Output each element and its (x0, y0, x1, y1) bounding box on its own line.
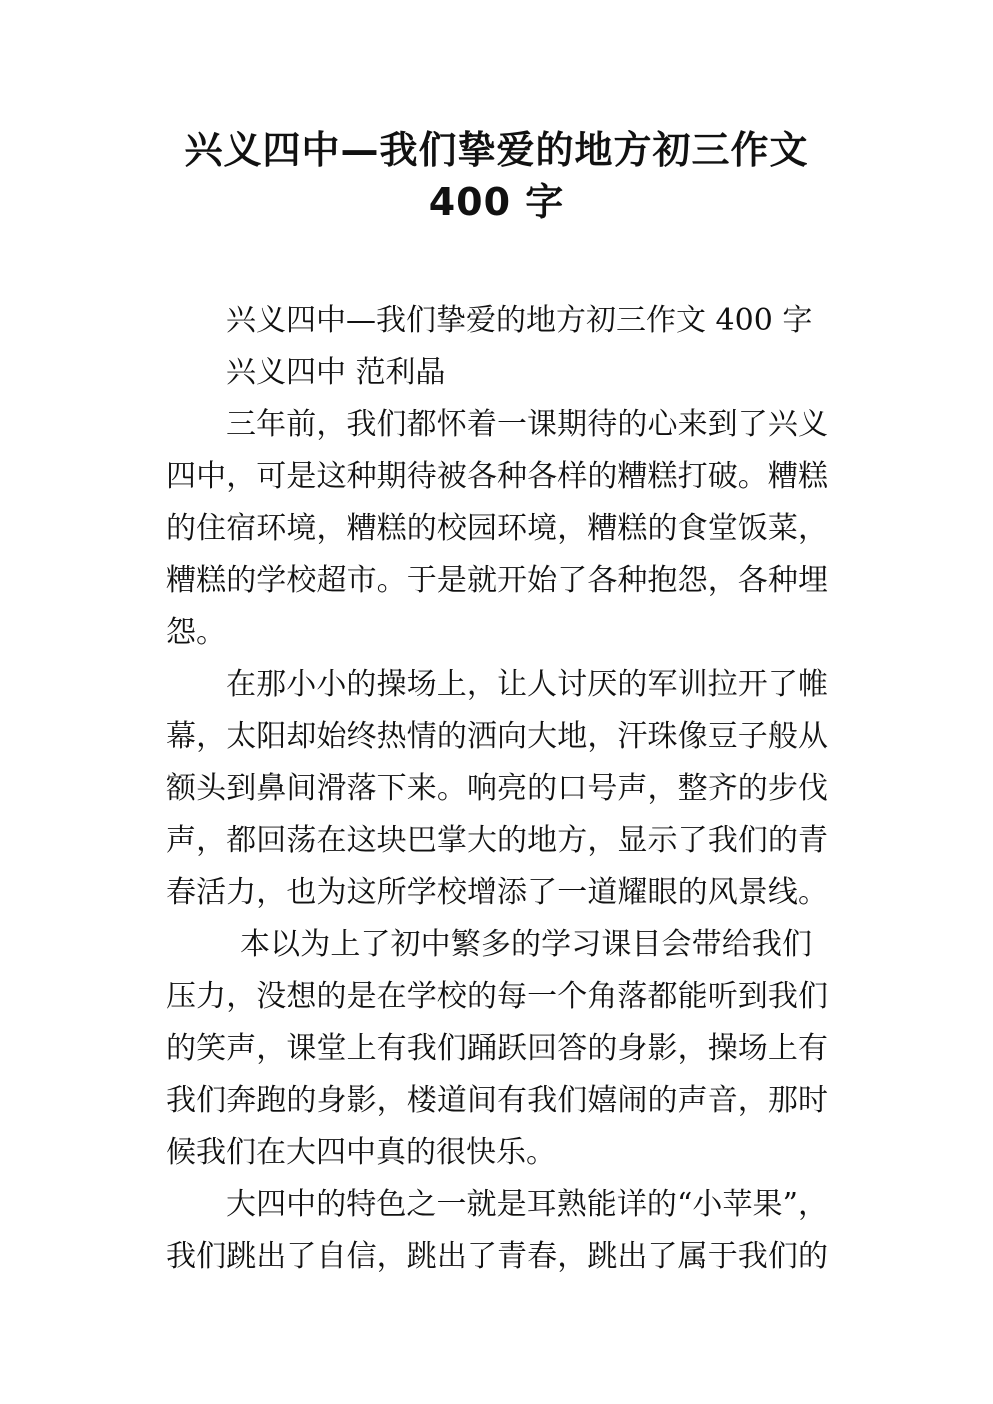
paragraph-2-line-4: 声，都回荡在这块巴掌大的地方，显示了我们的青 (166, 823, 828, 858)
paragraph-3-line-1: 本以为上了初中繁多的学习课目会带给我们 (240, 927, 812, 962)
paragraph-1-line-3: 的住宿环境，糟糕的校园环境，糟糕的食堂饭菜， (166, 511, 828, 546)
paragraph-3-line-4: 我们奔跑的身影，楼道间有我们嬉闹的声音，那时 (166, 1083, 828, 1118)
paragraph-3-line-2: 压力，没想的是在学校的每一个角落都能听到我们 (166, 979, 828, 1014)
paragraph-1-line-4: 糟糕的学校超市。于是就开始了各种抱怨，各种埋 (166, 563, 828, 598)
document-title-line-1: 兴义四中—我们挚爱的地方初三作文 (184, 128, 809, 172)
paragraph-1-line-2: 四中，可是这种期待被各种各样的糟糕打破。糟糕 (166, 459, 828, 494)
author-line: 兴义四中 范利晶 (226, 355, 446, 390)
paragraph-2-line-5: 春活力，也为这所学校增添了一道耀眼的风景线。 (166, 875, 828, 910)
subtitle-line: 兴义四中—我们挚爱的地方初三作文 400 字 (226, 303, 813, 338)
paragraph-4-line-2: 我们跳出了自信，跳出了青春，跳出了属于我们的 (166, 1239, 828, 1274)
paragraph-4-line-1: 大四中的特色之一就是耳熟能详的“小苹果”， (226, 1187, 828, 1222)
paragraph-2-line-1: 在那小小的操场上，让人讨厌的军训拉开了帷 (226, 667, 828, 702)
paragraph-1-line-5: 怨。 (166, 615, 226, 650)
paragraph-2-line-2: 幕，太阳却始终热情的洒向大地，汗珠像豆子般从 (166, 719, 828, 754)
paragraph-3-line-3: 的笑声，课堂上有我们踊跃回答的身影，操场上有 (166, 1031, 828, 1066)
paragraph-1-line-1: 三年前，我们都怀着一课期待的心来到了兴义 (226, 407, 828, 442)
paragraph-3-line-5: 候我们在大四中真的很快乐。 (166, 1135, 556, 1170)
paragraph-2-line-3: 额头到鼻间滑落下来。响亮的口号声，整齐的步伐 (166, 771, 828, 806)
document-title-line-2: 400 字 (428, 180, 565, 224)
